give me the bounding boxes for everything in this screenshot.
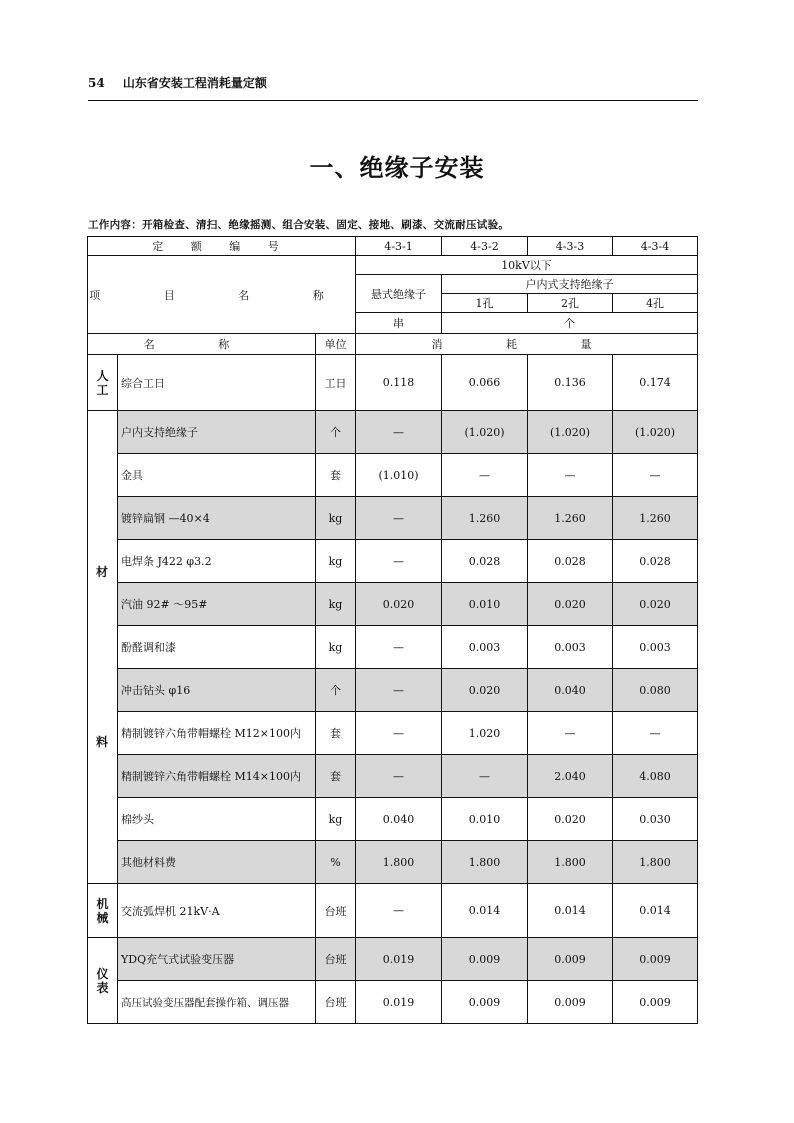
group-instrument: 仪表 xyxy=(88,938,118,1024)
row-name: 精制镀锌六角带帽螺栓 M12×100内 xyxy=(118,712,316,755)
row-value: (1.010) xyxy=(356,454,442,497)
unit-each: 个 xyxy=(442,313,698,334)
column-header-row xyxy=(88,334,698,355)
row-name: 金具 xyxy=(118,454,316,497)
table-row xyxy=(88,454,698,497)
work-content: 工作内容：开箱检查、清扫、绝缘摇测、组合安装、固定、接地、刷漆、交流耐压试验。 xyxy=(88,219,510,231)
row-value: 2.040 xyxy=(528,755,613,798)
row-value: 1.260 xyxy=(442,497,528,540)
table-row xyxy=(88,355,698,411)
section-title: 一、绝缘子安装 xyxy=(309,153,485,182)
table-row xyxy=(88,669,698,712)
row-value: (1.020) xyxy=(613,411,698,454)
row-name: 汽油 92# ～95# xyxy=(118,583,316,626)
row-unit: kg xyxy=(316,798,356,841)
row-value: — xyxy=(356,626,442,669)
row-value: — xyxy=(442,454,528,497)
row-name: 交流弧焊机 21kV·A xyxy=(118,884,316,938)
row-value: 0.028 xyxy=(528,540,613,583)
row-value: (1.020) xyxy=(442,411,528,454)
row-value: 0.020 xyxy=(356,583,442,626)
row-name: 酚醛调和漆 xyxy=(118,626,316,669)
table-row xyxy=(88,884,698,938)
table-row xyxy=(88,712,698,755)
row-value: 1.260 xyxy=(613,497,698,540)
row-value: — xyxy=(356,884,442,938)
row-unit: 个 xyxy=(316,411,356,454)
row-value: 0.009 xyxy=(613,938,698,981)
col-unit-label: 单位 xyxy=(316,334,356,355)
row-value: 0.010 xyxy=(442,798,528,841)
row-value: 0.174 xyxy=(613,355,698,411)
row-value: 0.014 xyxy=(528,884,613,938)
row-unit: 台班 xyxy=(316,981,356,1024)
table-row xyxy=(88,583,698,626)
row-value: — xyxy=(356,755,442,798)
table-row xyxy=(88,841,698,884)
row-value: 0.009 xyxy=(528,981,613,1024)
row-unit: 套 xyxy=(316,454,356,497)
row-value: — xyxy=(528,454,613,497)
row-value: 1.260 xyxy=(528,497,613,540)
voltage-label: 10kV以下 xyxy=(356,256,698,275)
row-value: 0.028 xyxy=(613,540,698,583)
row-value: 0.136 xyxy=(528,355,613,411)
row-name: 精制镀锌六角带帽螺栓 M14×100内 xyxy=(118,755,316,798)
table-row xyxy=(88,755,698,798)
row-value: 0.009 xyxy=(442,981,528,1024)
code-cell: 4-3-2 xyxy=(442,237,528,256)
group-material: 材 料 xyxy=(88,411,118,884)
type-indoor: 户内式支持绝缘子 xyxy=(442,275,698,294)
row-value: 0.003 xyxy=(442,626,528,669)
code-cell: 4-3-3 xyxy=(528,237,613,256)
row-value: 0.009 xyxy=(613,981,698,1024)
table-row xyxy=(88,938,698,981)
row-value: — xyxy=(528,712,613,755)
quota-code-label: 定 额 编 号 xyxy=(88,237,356,256)
code-cell: 4-3-1 xyxy=(356,237,442,256)
row-name: 棉纱头 xyxy=(118,798,316,841)
quota-code-row xyxy=(88,237,698,256)
unit-string: 串 xyxy=(356,313,442,334)
row-value: — xyxy=(356,669,442,712)
book-title: 山东省安装工程消耗量定额 xyxy=(122,76,267,90)
quota-table xyxy=(87,236,698,1024)
row-value: 1.800 xyxy=(528,841,613,884)
row-value: 0.009 xyxy=(442,938,528,981)
group-machinery: 机械 xyxy=(88,884,118,938)
row-value: — xyxy=(442,755,528,798)
group-labor: 人工 xyxy=(88,355,118,411)
row-value: 4.080 xyxy=(613,755,698,798)
row-value: 1.800 xyxy=(356,841,442,884)
row-name: 户内支持绝缘子 xyxy=(118,411,316,454)
row-unit: kg xyxy=(316,540,356,583)
hole-cell: 2孔 xyxy=(528,294,613,313)
type-suspended: 悬式绝缘子 xyxy=(356,275,442,313)
row-unit: 个 xyxy=(316,669,356,712)
row-unit: 工日 xyxy=(316,355,356,411)
row-value: 1.020 xyxy=(442,712,528,755)
table-row xyxy=(88,411,698,454)
page-header xyxy=(88,74,267,91)
row-value: 1.800 xyxy=(613,841,698,884)
row-value: — xyxy=(356,497,442,540)
row-value: — xyxy=(356,411,442,454)
header-rule xyxy=(88,100,698,101)
table-row xyxy=(88,626,698,669)
row-value: 0.066 xyxy=(442,355,528,411)
row-value: 0.020 xyxy=(442,669,528,712)
row-value: 0.020 xyxy=(613,583,698,626)
table-row xyxy=(88,540,698,583)
row-unit: kg xyxy=(316,626,356,669)
row-value: 0.003 xyxy=(613,626,698,669)
row-value: 0.019 xyxy=(356,938,442,981)
row-value: — xyxy=(356,540,442,583)
col-name-label: 名 称 xyxy=(88,334,316,355)
row-unit: 套 xyxy=(316,712,356,755)
row-value: 0.080 xyxy=(613,669,698,712)
code-cell: 4-3-4 xyxy=(613,237,698,256)
row-value: — xyxy=(613,712,698,755)
hole-cell: 1孔 xyxy=(442,294,528,313)
row-name: 高压试验变压器配套操作箱、调压器 xyxy=(118,981,316,1024)
row-value: 0.009 xyxy=(528,938,613,981)
row-value: 0.020 xyxy=(528,798,613,841)
row-value: 0.030 xyxy=(613,798,698,841)
row-value: — xyxy=(613,454,698,497)
table-row xyxy=(88,798,698,841)
table-row xyxy=(88,497,698,540)
row-name: YDQ充气式试验变压器 xyxy=(118,938,316,981)
row-value: (1.020) xyxy=(528,411,613,454)
row-value: 0.028 xyxy=(442,540,528,583)
row-name: 电焊条 J422 φ3.2 xyxy=(118,540,316,583)
row-name: 综合工日 xyxy=(118,355,316,411)
row-value: 0.118 xyxy=(356,355,442,411)
row-value: 0.014 xyxy=(613,884,698,938)
row-value: 0.010 xyxy=(442,583,528,626)
row-unit: 套 xyxy=(316,755,356,798)
row-name: 冲击钻头 φ16 xyxy=(118,669,316,712)
row-value: 1.800 xyxy=(442,841,528,884)
row-unit: kg xyxy=(316,497,356,540)
row-value: 0.040 xyxy=(528,669,613,712)
item-name-label: 项 目 名 称 xyxy=(88,256,356,334)
row-unit: % xyxy=(316,841,356,884)
row-value: 0.019 xyxy=(356,981,442,1024)
row-value: 0.040 xyxy=(356,798,442,841)
row-unit: 台班 xyxy=(316,938,356,981)
row-unit: kg xyxy=(316,583,356,626)
row-unit: 台班 xyxy=(316,884,356,938)
row-value: — xyxy=(356,712,442,755)
row-value: 0.020 xyxy=(528,583,613,626)
col-consumption-label: 消 耗 量 xyxy=(356,334,698,355)
row-value: 0.014 xyxy=(442,884,528,938)
row-name: 镀锌扁钢 —40×4 xyxy=(118,497,316,540)
page-number: 54 xyxy=(88,76,105,90)
table-row xyxy=(88,981,698,1024)
row-value: 0.003 xyxy=(528,626,613,669)
hole-cell: 4孔 xyxy=(613,294,698,313)
voltage-row xyxy=(88,256,698,275)
row-name: 其他材料费 xyxy=(118,841,316,884)
